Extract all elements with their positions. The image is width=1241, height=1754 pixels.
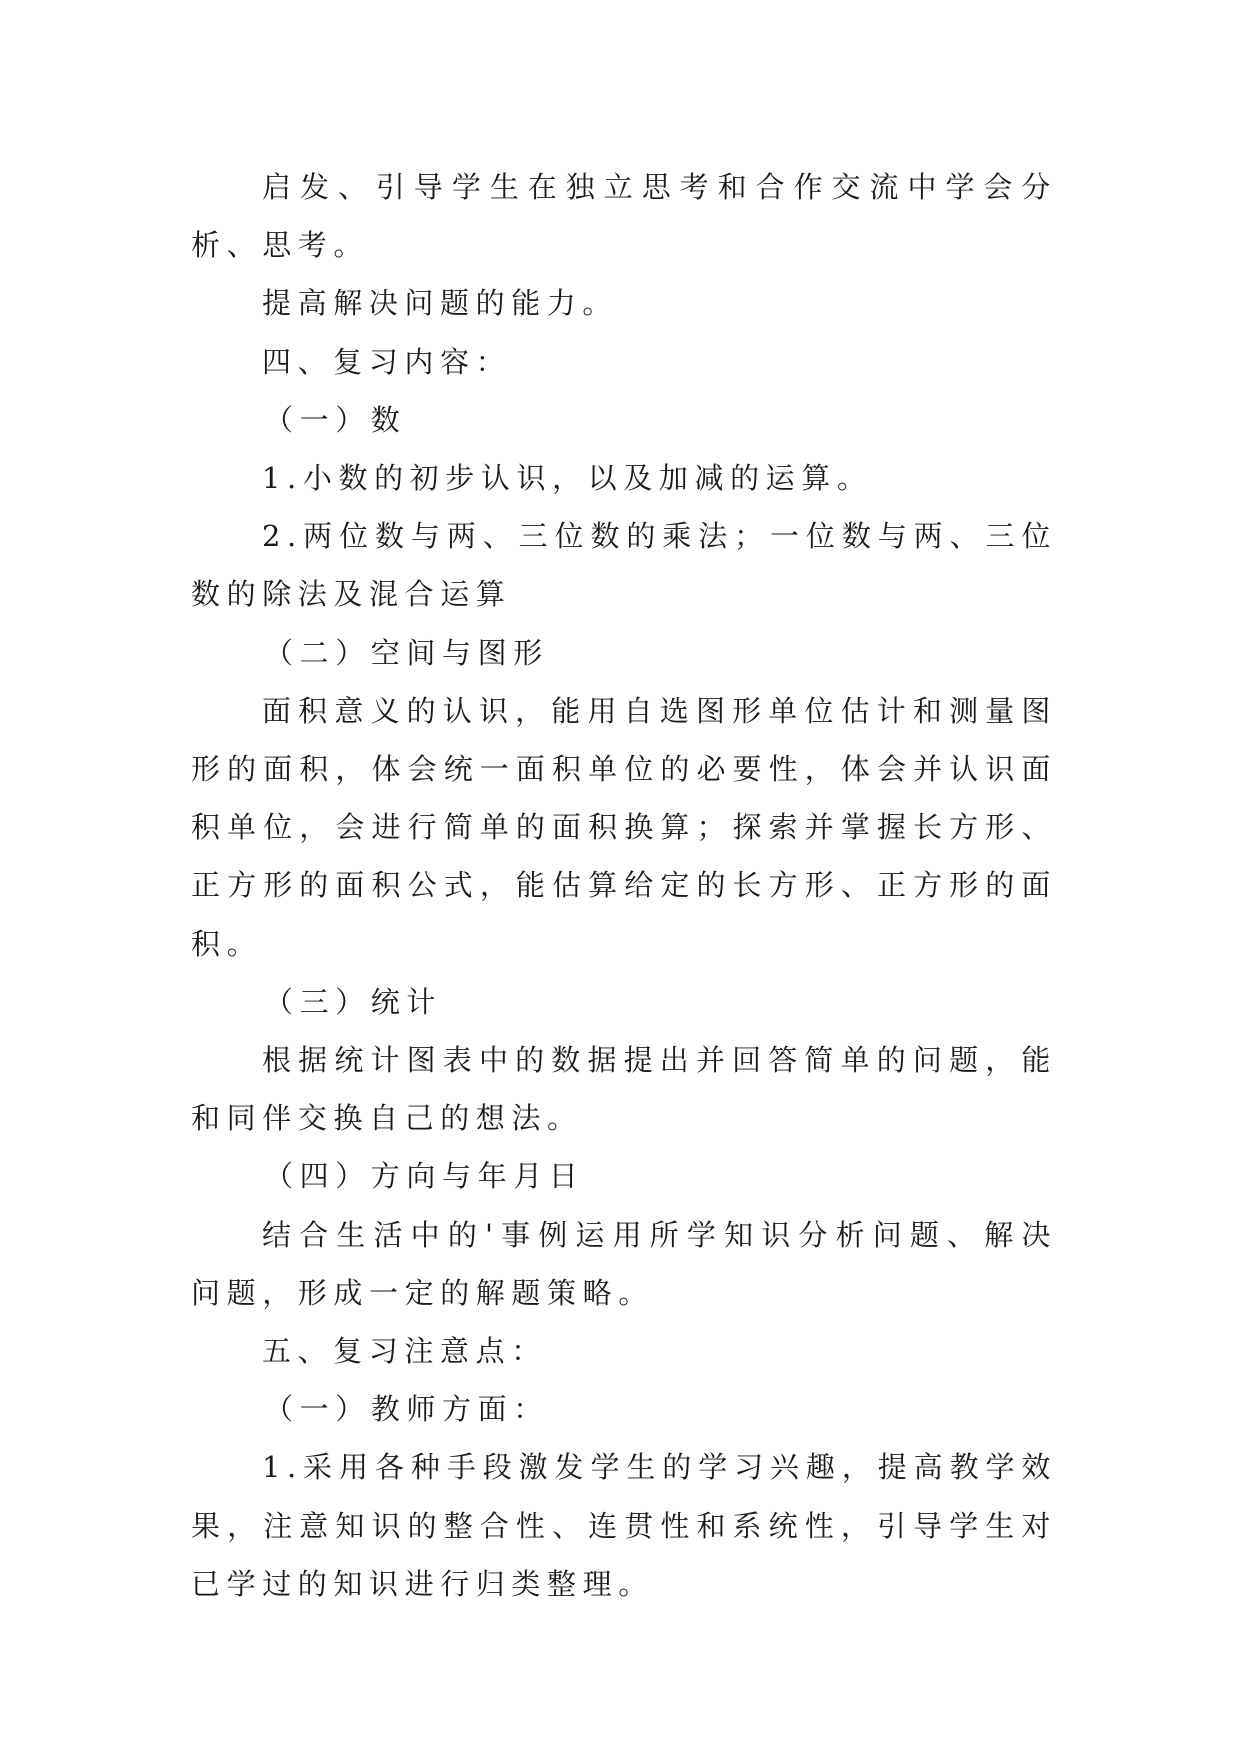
document-body <box>191 158 1057 1613</box>
list-item-decimals: 1.小数的初步认识，以及加减的运算。 <box>262 461 873 496</box>
subheading-teacher: （一）教师方面： <box>264 1392 549 1427</box>
subheading-direction-calendar: （四）方向与年月日 <box>264 1159 585 1194</box>
section-heading-review-content: 四、复习内容： <box>262 344 512 379</box>
subheading-numbers: （一）数 <box>264 402 407 437</box>
paragraph-area: 面积意义的认识，能用自选图形单位估计和测量图形的面积，体会统一面积单位的必要性，体会并认识面积单位，会进行简单的面积换算；探索并掌握长方形、正方形的面积公式，能估算给定的长方形、正方形的面积。 <box>191 693 1057 961</box>
list-item-multiplication: 2.两位数与两、三位数的乘法；一位数与两、三位数的除法及混合运算 <box>191 519 1057 612</box>
section-heading-review-notes: 五、复习注意点： <box>262 1334 547 1369</box>
subheading-statistics: （三）统计 <box>264 984 443 1019</box>
paragraph-ability: 提高解决问题的能力。 <box>262 286 619 321</box>
paragraph-statistics: 根据统计图表中的数据提出并回答简单的问题，能和同伴交换自己的想法。 <box>191 1043 1057 1136</box>
paragraph-problem-solving: 结合生活中的'事例运用所学知识分析问题、解决问题，形成一定的解题策略。 <box>191 1217 1057 1310</box>
paragraph-guidance: 启发、引导学生在独立思考和合作交流中学会分析、思考。 <box>191 170 1057 263</box>
subheading-space-shapes: （二）空间与图形 <box>264 635 549 670</box>
list-item-teaching-methods: 1.采用各种手段激发学生的学习兴趣，提高教学效果，注意知识的整合性、连贯性和系统性，引导学生对已学过的知识进行归类整理。 <box>191 1450 1057 1601</box>
